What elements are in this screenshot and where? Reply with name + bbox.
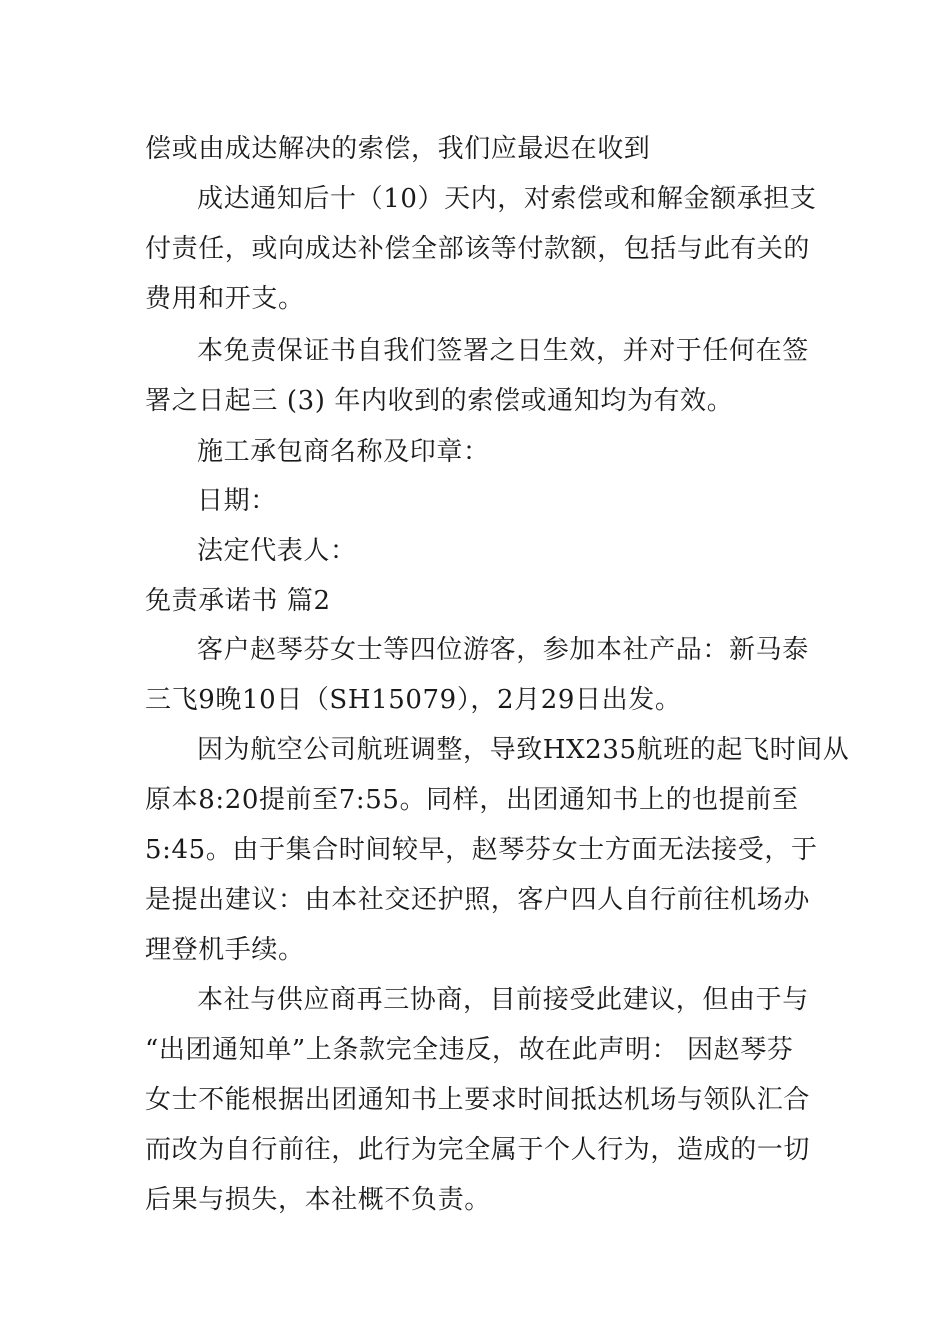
- text-line: 付责任，或向成达补偿全部该等付款额，包括与此有关的: [145, 234, 811, 264]
- text-line: “出团通知单”上条款完全违反，故在此声明： 因赵琴芬: [145, 1035, 794, 1065]
- text-line: 因为航空公司航班调整，导致HX235航班的起飞时间从: [197, 735, 850, 765]
- text-line: 署之日起三 (3) 年内收到的索偿或通知均为有效。: [145, 386, 734, 416]
- text-line: 成达通知后十（10）天内，对索偿或和解金额承担支: [197, 184, 817, 214]
- signature-label-date: 日期：: [197, 486, 277, 516]
- text-line: 而改为自行前往，此行为完全属于个人行为，造成的一切: [145, 1135, 811, 1165]
- text-line: 后果与损失，本社概不负责。: [145, 1185, 491, 1215]
- text-line: 女士不能根据出团通知书上要求时间抵达机场与领队汇合: [145, 1085, 811, 1115]
- text-line: 费用和开支。: [145, 284, 305, 314]
- text-line: 本免责保证书自我们签署之日生效，并对于任何在签: [197, 336, 809, 366]
- text-line: 理登机手续。: [145, 935, 305, 965]
- text-line: 5:45。由于集合时间较早，赵琴芬女士方面无法接受，于: [145, 835, 818, 865]
- signature-label-representative: 法定代表人：: [197, 536, 357, 566]
- section-heading: 免责承诺书 篇2: [145, 586, 331, 616]
- text-line: 偿或由成达解决的索偿，我们应最迟在收到: [145, 134, 651, 164]
- text-line: 客户赵琴芬女士等四位游客，参加本社产品：新马泰: [197, 635, 809, 665]
- signature-label-contractor: 施工承包商名称及印章：: [197, 437, 490, 467]
- text-line: 三飞9晚10日（SH15079），2月29日出发。: [145, 685, 682, 715]
- text-line: 是提出建议：由本社交还护照，客户四人自行前往机场办: [145, 885, 811, 915]
- text-line: 原本8:20提前至7:55。同样，出团通知书上的也提前至: [145, 785, 799, 815]
- text-line: 本社与供应商再三协商，目前接受此建议，但由于与: [197, 985, 809, 1015]
